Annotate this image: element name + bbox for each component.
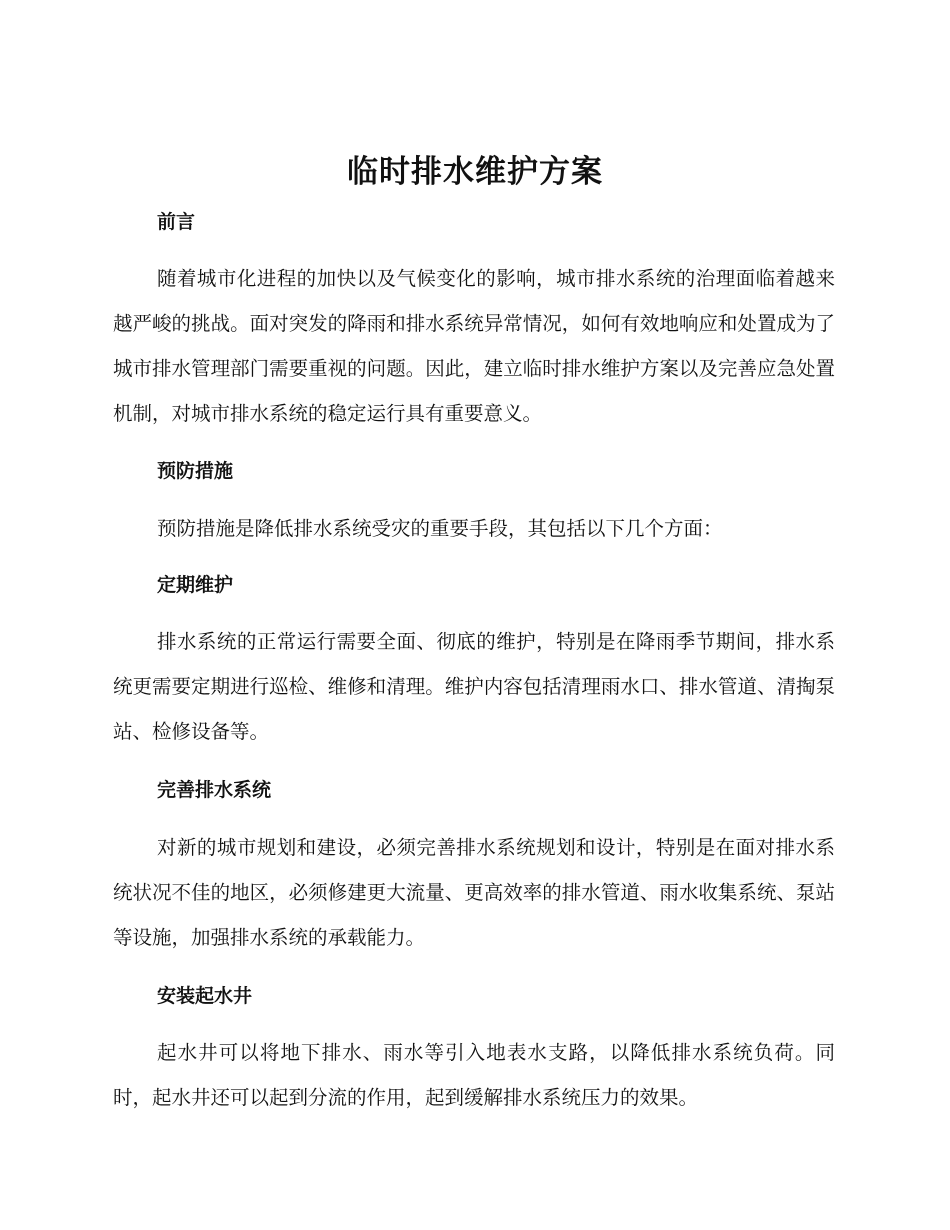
section-heading-prevention: 预防措施: [157, 460, 234, 482]
section-heading-improve-drainage: 完善排水系统: [157, 779, 272, 801]
document-title: 临时排水维护方案: [347, 154, 603, 190]
section-paragraph-prevention: 预防措施是降低排水系统受灾的重要手段，其包括以下几个方面：: [157, 517, 723, 540]
section-paragraph-preface: 随着城市化进程的加快以及气候变化的影响，城市排水系统的治理面临着越来越严峻的挑战。面对突发的降雨和排水系统异常情况，如何有效地响应和处置成为了城市排水管理部门需要重视的问题。因此，建立临时排水维护方案以及完善应急处置机制，对城市排水系统的稳定运行具有重要意义。: [113, 267, 835, 425]
section-heading-regular-maintenance: 定期维护: [157, 574, 234, 596]
section-paragraph-install-wells: 起水井可以将地下排水、雨水等引入地表水支路，以降低排水系统负荷。同时，起水井还可以起到分流的作用，起到缓解排水系统压力的效果。: [113, 1041, 835, 1109]
section-heading-preface: 前言: [157, 211, 196, 233]
section-paragraph-regular-maintenance: 排水系统的正常运行需要全面、彻底的维护，特别是在降雨季节期间，排水系统更需要定期进行巡检、维修和清理。维护内容包括清理雨水口、排水管道、清掏泵站、检修设备等。: [113, 630, 835, 743]
section-paragraph-improve-drainage: 对新的城市规划和建设，必须完善排水系统规划和设计，特别是在面对排水系统状况不佳的地区，必须修建更大流量、更高效率的排水管道、雨水收集系统、泵站等设施，加强排水系统的承载能力。: [113, 836, 835, 949]
section-heading-install-wells: 安装起水井: [157, 985, 253, 1007]
